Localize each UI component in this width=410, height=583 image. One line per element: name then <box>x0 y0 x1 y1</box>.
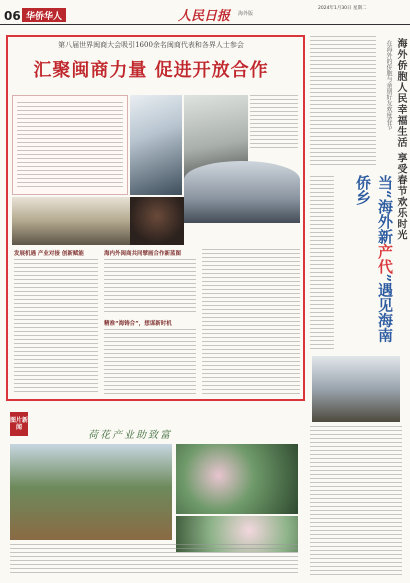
right-vertical-headline: 海外侨胞人民幸福生活 享受春节欢乐时光 <box>395 38 406 241</box>
photo-news-section <box>6 408 306 578</box>
column-text-2a <box>104 259 196 315</box>
qiaoxiang-headline-highlight: 产代 <box>376 243 394 274</box>
column-text-1 <box>14 259 98 395</box>
photo-portrait <box>130 197 184 245</box>
section-name: 华侨华人 <box>22 8 66 22</box>
photo-news-tag: 图片新闻 <box>10 412 28 436</box>
right-column-text-top <box>310 36 376 168</box>
photo-news-caption <box>10 544 298 574</box>
qiaoxiang-headline-suffix: ”遇见海南侨乡 <box>354 175 394 343</box>
photo-news-title: 荷花产业助致富 <box>88 430 172 441</box>
column-title-1: 发展机遇 产业对接 创新赋能 <box>14 251 84 257</box>
photo-lotus-town <box>10 444 172 540</box>
page-number: 06 <box>4 9 21 23</box>
lead-text <box>17 102 123 190</box>
column-text-2b <box>104 329 196 395</box>
column-title-3: 精准“海铸合”，想谋新时机 <box>104 321 172 327</box>
lead-paragraph-box <box>12 95 128 195</box>
photo-speaker <box>130 95 182 195</box>
qiaoxiang-headline <box>338 175 396 355</box>
column-title-2: 海内外闽商共同擘画合作新蓝图 <box>104 251 182 257</box>
paper-name: 人民日报 <box>178 9 231 24</box>
right-column-text-mid <box>310 176 334 350</box>
masthead-rule <box>0 24 410 25</box>
column-text-3 <box>202 249 300 395</box>
masthead <box>0 0 410 26</box>
paper-sub: 海外版 <box>238 11 254 17</box>
photo-exhibition <box>184 161 300 223</box>
featured-article <box>6 35 305 401</box>
qiaoxiang-headline-prefix: 当“海外新 <box>376 175 394 244</box>
caption-text <box>250 95 298 151</box>
right-vertical-subhead: 在海外的侨胞与亲朋好友欢度春节 <box>385 40 392 130</box>
right-column-text-bottom <box>310 426 402 576</box>
photo-caption <box>250 95 298 151</box>
photo-lotus-flower <box>176 444 298 514</box>
feature-kicker: 第八届世界闽商大会吸引1600余名闽商代表和各界人士参会 <box>58 41 244 49</box>
feature-headline: 汇聚闽商力量 促进开放合作 <box>33 60 269 81</box>
date-line: 2024年1月30日 星期二 <box>318 6 367 11</box>
photo-overseas-youth <box>312 356 400 422</box>
photo-audience <box>12 197 130 245</box>
